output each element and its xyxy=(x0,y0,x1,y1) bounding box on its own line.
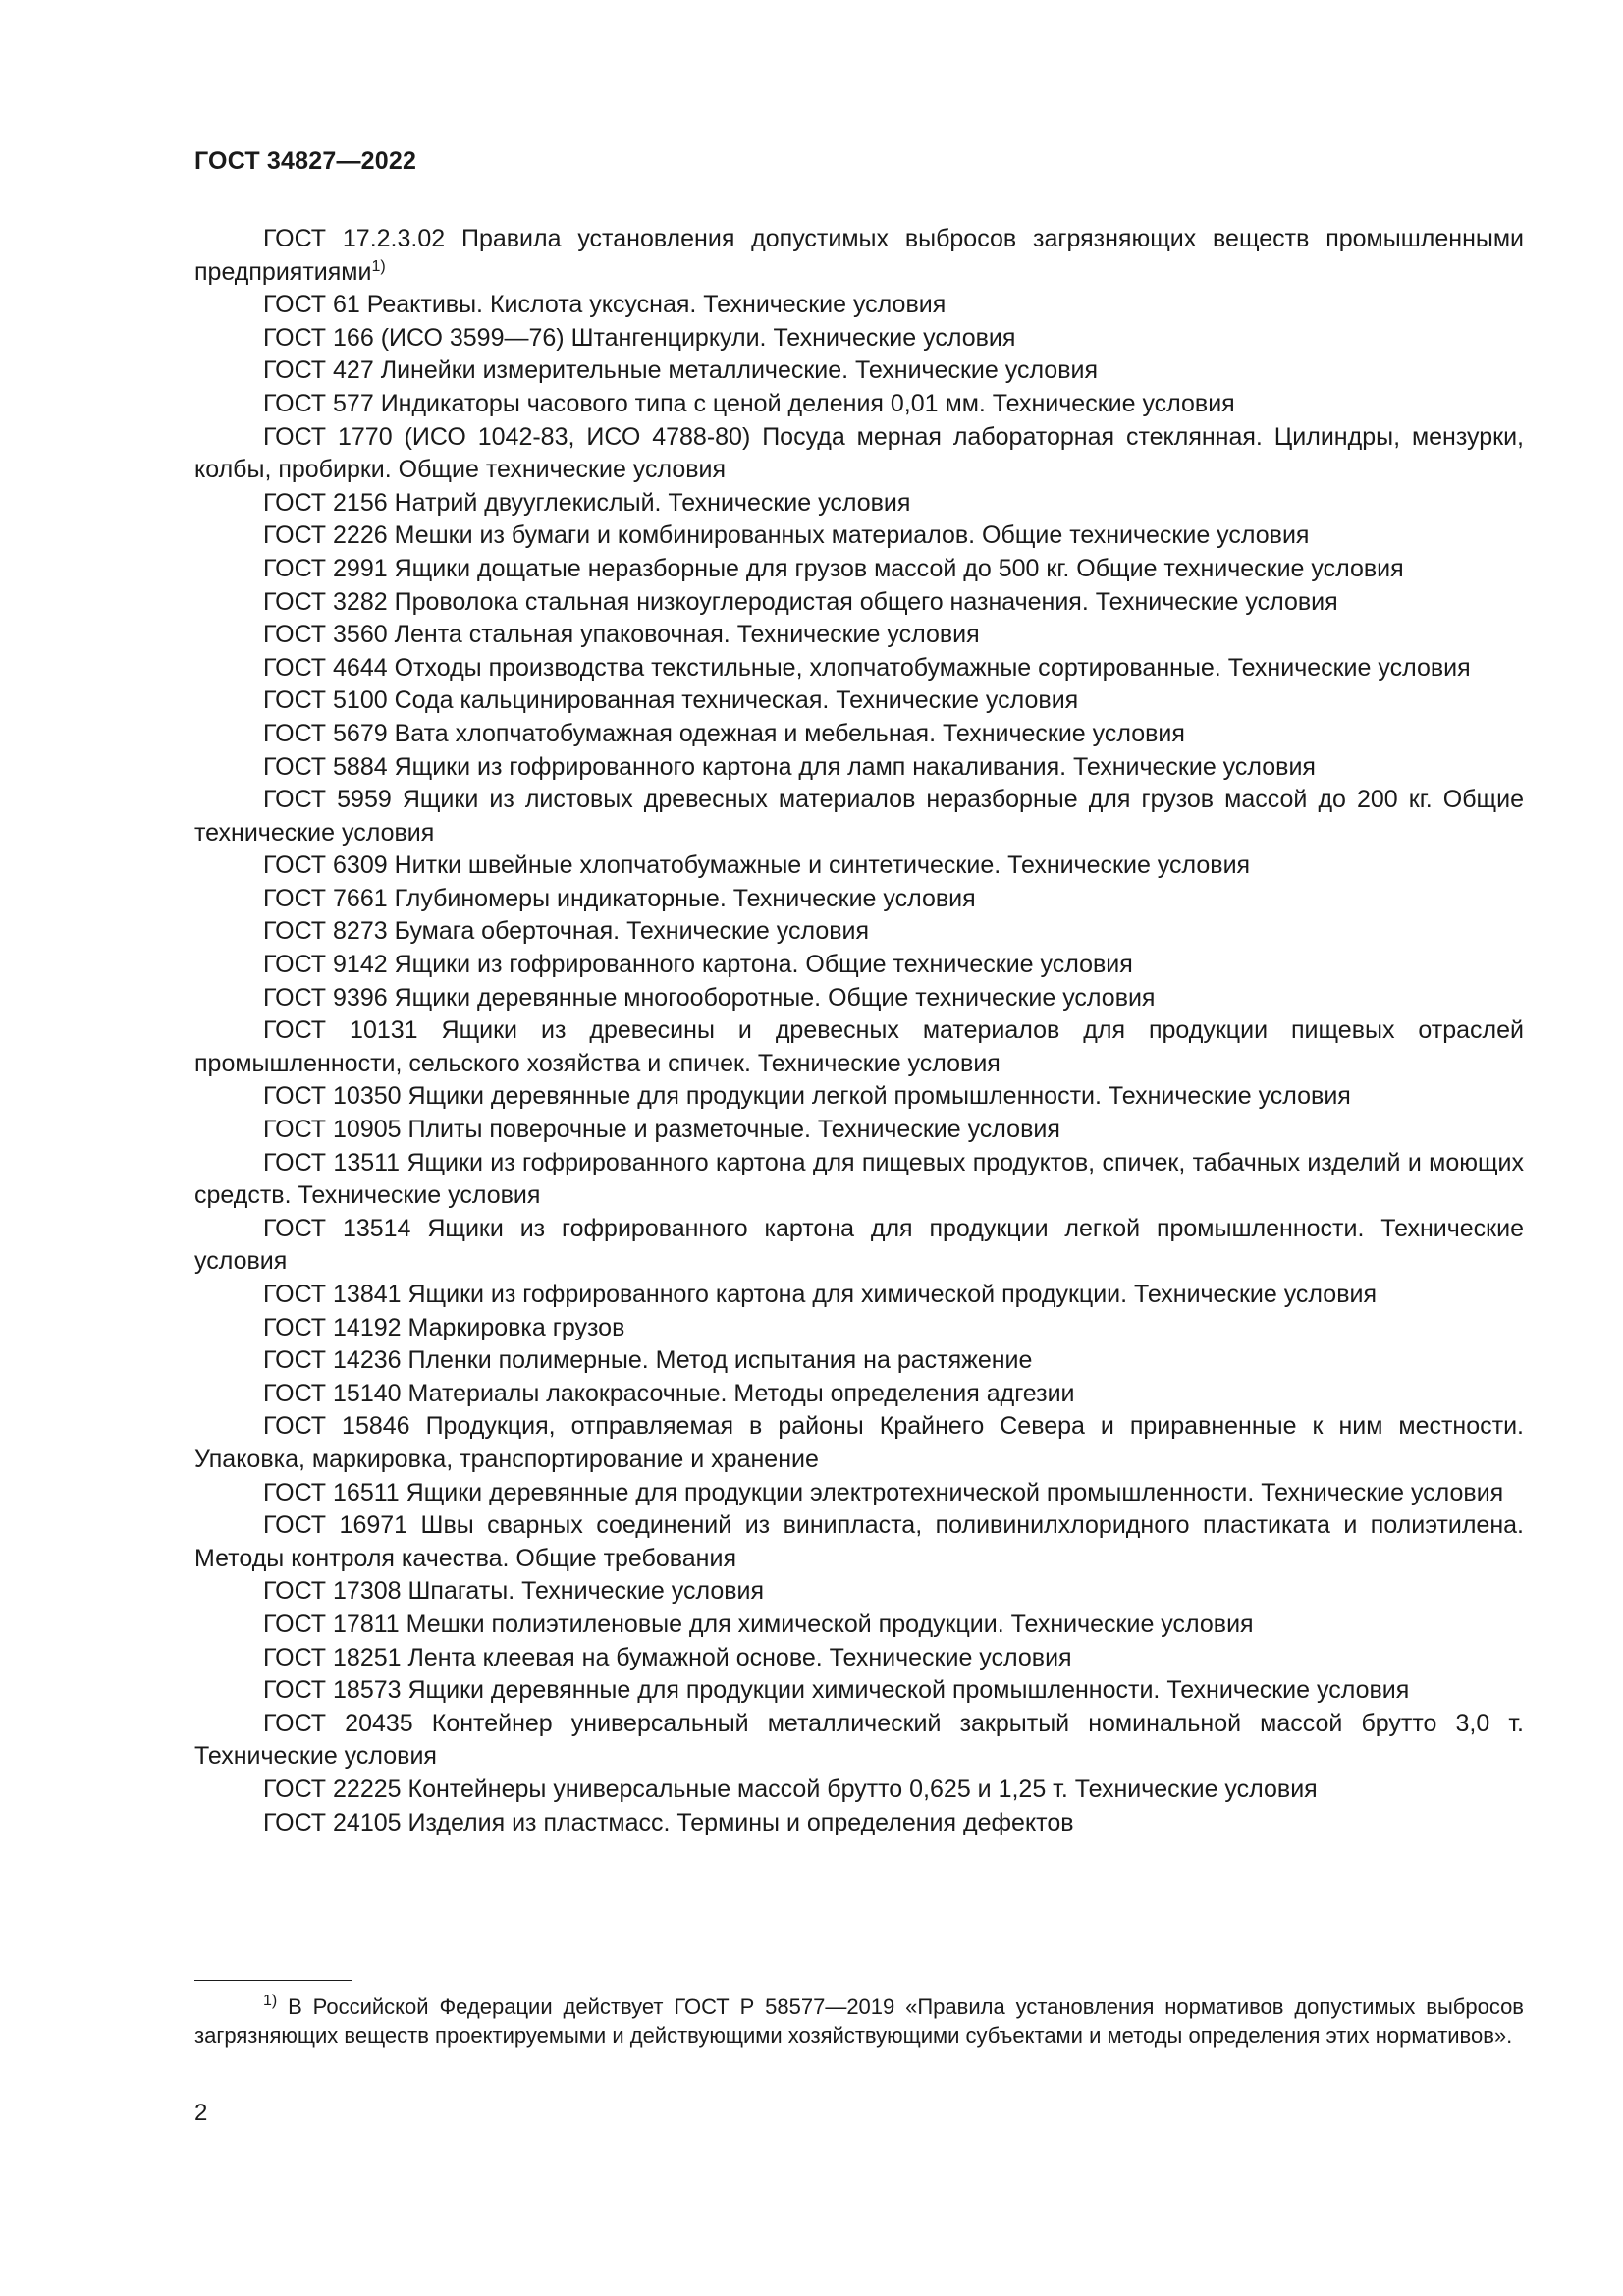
reference-title: Лента клеевая на бумажной основе. Технические условия xyxy=(407,1643,1072,1671)
reference-code: ГОСТ 15140 xyxy=(263,1379,402,1407)
reference-code: ГОСТ 577 xyxy=(263,389,374,417)
reference-title: Ящики из гофрированного картона. Общие технические условия xyxy=(394,951,1133,979)
reference-title: Правила установления допустимых выбросов загрязняющих веществ промышленными предприятиями xyxy=(194,225,1524,286)
reference-code: ГОСТ 2226 xyxy=(263,521,388,550)
reference-title: Мешки полиэтиленовые для химической продукции. Технические условия xyxy=(406,1610,1254,1638)
reference-title: Бумага оберточная. Технические условия xyxy=(394,917,870,946)
reference-title: Реактивы. Кислота уксусная. Технические условия xyxy=(366,291,947,319)
reference-title: Ящики деревянные многооборотные. Общие технические условия xyxy=(394,983,1156,1011)
reference-title: Ящики из древесины и древесных материалов для продукции пищевых отраслей промышленности, сельского хозяйства и спичек. Технические условия xyxy=(194,1016,1524,1077)
reference-code: ГОСТ 14236 xyxy=(263,1346,402,1375)
reference-code: ГОСТ 5679 xyxy=(263,719,388,747)
reference-item xyxy=(194,1708,1524,1774)
reference-item xyxy=(194,1774,1524,1807)
reference-title: Ящики дощатые неразборные для грузов массой до 500 кг. Общие технические условия xyxy=(394,554,1404,582)
reference-title: Ящики деревянные для продукции электротехнической промышленности. Технические условия xyxy=(406,1478,1504,1506)
reference-title: Контейнеры универсальные массой брутто 0,625 и 1,25 т. Технические условия xyxy=(407,1775,1318,1803)
footnote-marker: 1) xyxy=(263,1993,278,2009)
reference-title: (ИСО 1042-83, ИСО 4788-80) Посуда мерная лабораторная стеклянная. Цилиндры, мензурки, колбы, пробирки. Общие технические условия xyxy=(194,422,1525,484)
reference-item xyxy=(194,487,1524,520)
footnote-body: В Российской Федерации действует ГОСТ Р 58577—2019 «Правила установления нормативов допустимых выбросов загрязняющих веществ проектируемыми и действующими хозяйствующими субъектами и методы определения этих нормативов». xyxy=(194,1995,1524,2048)
reference-item xyxy=(194,289,1524,322)
page-number: 2 xyxy=(194,2100,208,2126)
reference-title: Сода кальцинированная техническая. Технические условия xyxy=(394,686,1079,715)
reference-title: Индикаторы часового типа с ценой деления 0,01 мм. Технические условия xyxy=(380,389,1235,417)
reference-code: ГОСТ 10905 xyxy=(263,1116,402,1144)
reference-title: Плиты поверочные и разметочные. Технические условия xyxy=(407,1116,1060,1144)
reference-code: ГОСТ 8273 xyxy=(263,917,388,946)
reference-code: ГОСТ 2156 xyxy=(263,488,388,517)
reference-title: Проволока стальная низкоуглеродистая общего назначения. Технические условия xyxy=(394,587,1338,616)
reference-code: ГОСТ 166 xyxy=(263,323,374,352)
reference-code: ГОСТ 14192 xyxy=(263,1313,402,1341)
reference-item xyxy=(194,1674,1524,1708)
reference-code: ГОСТ 9142 xyxy=(263,951,388,979)
reference-item xyxy=(194,718,1524,751)
reference-item xyxy=(194,652,1524,685)
reference-code: ГОСТ 5884 xyxy=(263,752,388,781)
footnote-reference-marker: 1) xyxy=(371,257,386,275)
reference-item xyxy=(194,1807,1524,1840)
reference-item xyxy=(194,684,1524,718)
reference-title: Ящики деревянные для продукции химической промышленности. Технические условия xyxy=(407,1676,1410,1705)
reference-code: ГОСТ 10131 xyxy=(263,1016,418,1045)
reference-item xyxy=(194,519,1524,553)
reference-code: ГОСТ 3282 xyxy=(263,587,388,616)
reference-code: ГОСТ 15846 xyxy=(263,1412,410,1441)
reference-item xyxy=(194,553,1524,586)
reference-item xyxy=(194,1609,1524,1642)
reference-title: Глубиномеры индикаторные. Технические условия xyxy=(394,884,976,912)
reference-title: Контейнер универсальный металлический закрытый номинальной массой брутто 3,0 т. Технические условия xyxy=(194,1709,1524,1771)
reference-title: Ящики из гофрированного картона для ламп накаливания. Технические условия xyxy=(394,752,1316,781)
reference-item xyxy=(194,1114,1524,1147)
normative-references-list xyxy=(194,223,1524,1839)
reference-item xyxy=(194,1147,1524,1213)
reference-item xyxy=(194,784,1524,849)
reference-item xyxy=(194,1410,1524,1476)
reference-item xyxy=(194,949,1524,982)
reference-title: Материалы лакокрасочные. Методы определения адгезии xyxy=(407,1379,1075,1407)
document-header: ГОСТ 34827—2022 xyxy=(194,147,417,175)
reference-code: ГОСТ 3560 xyxy=(263,621,388,649)
reference-code: ГОСТ 4644 xyxy=(263,653,388,682)
reference-title: Ящики деревянные для продукции легкой промышленности. Технические условия xyxy=(407,1082,1351,1111)
reference-code: ГОСТ 7661 xyxy=(263,884,388,912)
reference-title: Продукция, отправляемая в районы Крайнего Севера и приравненные к ним местности. Упаковка, маркировка, транспортирование и хранение xyxy=(194,1412,1524,1473)
reference-item xyxy=(194,1477,1524,1510)
reference-item xyxy=(194,388,1524,421)
reference-item xyxy=(194,1509,1524,1575)
reference-title: Мешки из бумаги и комбинированных материалов. Общие технические условия xyxy=(394,521,1310,550)
reference-code: ГОСТ 24105 xyxy=(263,1808,402,1836)
reference-item xyxy=(194,1575,1524,1609)
reference-item xyxy=(194,915,1524,949)
reference-code: ГОСТ 9396 xyxy=(263,983,388,1011)
reference-item xyxy=(194,421,1524,487)
reference-item xyxy=(194,1378,1524,1411)
reference-title: Ящики из гофрированного картона для продукции легкой промышленности. Технические условия xyxy=(194,1214,1524,1276)
reference-code: ГОСТ 18251 xyxy=(263,1643,402,1671)
reference-code: ГОСТ 13514 xyxy=(263,1214,411,1242)
reference-item xyxy=(194,1213,1524,1279)
reference-code: ГОСТ 22225 xyxy=(263,1775,402,1803)
reference-code: ГОСТ 6309 xyxy=(263,851,388,880)
reference-item xyxy=(194,619,1524,652)
reference-title: Лента стальная упаковочная. Технические условия xyxy=(394,621,980,649)
reference-code: ГОСТ 10350 xyxy=(263,1082,402,1111)
reference-title: Вата хлопчатобумажная одежная и мебельная. Технические условия xyxy=(394,719,1185,747)
reference-item xyxy=(194,355,1524,388)
reference-code: ГОСТ 16971 xyxy=(263,1511,408,1540)
footnote-text xyxy=(194,1994,1524,2050)
reference-title: Ящики из листовых древесных материалов неразборные для грузов массой до 200 кг. Общие технические условия xyxy=(194,786,1524,847)
reference-item xyxy=(194,322,1524,355)
reference-item xyxy=(194,223,1524,289)
reference-code: ГОСТ 2991 xyxy=(263,554,388,582)
reference-code: ГОСТ 427 xyxy=(263,356,374,385)
reference-title: Изделия из пластмасс. Термины и определения дефектов xyxy=(407,1808,1074,1836)
reference-code: ГОСТ 16511 xyxy=(263,1478,400,1506)
reference-title: Маркировка грузов xyxy=(407,1313,625,1341)
footnote-separator xyxy=(194,1980,352,1981)
reference-item xyxy=(194,982,1524,1015)
reference-item xyxy=(194,1279,1524,1312)
reference-item xyxy=(194,1344,1524,1378)
reference-code: ГОСТ 17308 xyxy=(263,1577,402,1606)
reference-code: ГОСТ 18573 xyxy=(263,1676,402,1705)
reference-title: Отходы производства текстильные, хлопчатобумажные сортированные. Технические условия xyxy=(394,653,1471,682)
reference-item xyxy=(194,751,1524,785)
reference-code: ГОСТ 13841 xyxy=(263,1281,402,1308)
reference-item xyxy=(194,1312,1524,1345)
reference-item xyxy=(194,1014,1524,1080)
reference-title: Ящики из гофрированного картона для химической продукции. Технические условия xyxy=(407,1281,1377,1308)
reference-code: ГОСТ 61 xyxy=(263,291,360,319)
reference-code: ГОСТ 1770 xyxy=(263,422,393,451)
reference-item xyxy=(194,1642,1524,1675)
reference-code: ГОСТ 17.2.3.02 xyxy=(263,225,446,252)
reference-code: ГОСТ 13511 xyxy=(263,1148,401,1176)
reference-title: Натрий двууглекислый. Технические условия xyxy=(394,488,911,517)
reference-title: Швы сварных соединений из винипласта, поливинилхлоридного пластиката и полиэтилена. Методы контроля качества. Общие требования xyxy=(194,1511,1524,1572)
reference-title: Нитки швейные хлопчатобумажные и синтетические. Технические условия xyxy=(394,851,1251,880)
reference-code: ГОСТ 20435 xyxy=(263,1709,413,1737)
reference-title: Ящики из гофрированного картона для пищевых продуктов, спичек, табачных изделий и моющих средств. Технические условия xyxy=(194,1148,1525,1210)
reference-code: ГОСТ 5959 xyxy=(263,786,392,814)
reference-item xyxy=(194,1080,1524,1114)
reference-code: ГОСТ 5100 xyxy=(263,686,388,715)
footnote xyxy=(194,1994,1524,2050)
reference-code: ГОСТ 17811 xyxy=(263,1610,400,1638)
reference-title: (ИСО 3599—76) Штангенциркули. Технические условия xyxy=(380,323,1016,352)
reference-title: Линейки измерительные металлические. Технические условия xyxy=(380,356,1098,385)
reference-item xyxy=(194,586,1524,620)
reference-title: Пленки полимерные. Метод испытания на растяжение xyxy=(407,1346,1033,1375)
reference-item xyxy=(194,849,1524,883)
reference-title: Шпагаты. Технические условия xyxy=(407,1577,765,1606)
reference-item xyxy=(194,883,1524,916)
